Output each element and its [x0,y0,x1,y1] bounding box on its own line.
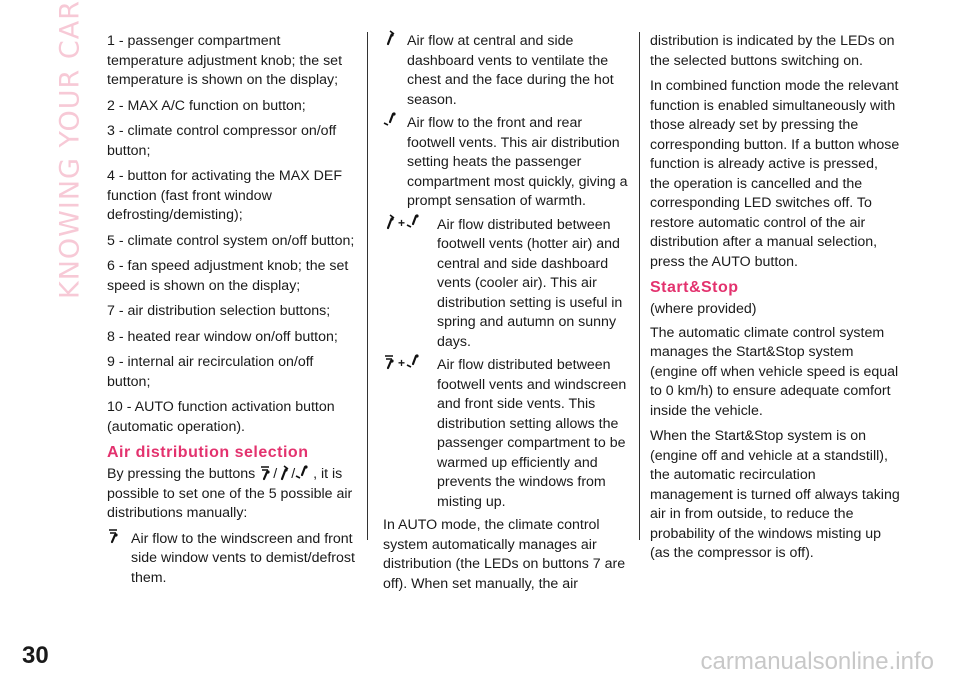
list-item: 4 - button for activating the MAX DEF function (fast front window defrosting/demisting); [107,168,342,223]
list-item: 7 - air distribution selection buttons; [107,303,331,319]
column-1 [107,32,357,592]
list-item: 8 - heated rear window on/off button; [107,328,338,345]
feet-airflow-icon [406,354,420,370]
list-item: 1 - passenger compartment temperature adjustment knob; the set temperature is shown on the display; [107,33,343,88]
list-item: 6 - fan speed adjustment knob; the set speed is shown on the display; [107,258,349,294]
air-distribution-intro [107,465,357,524]
airflow-mode-description: Air flow to the windscreen and front side window vents to demist/defrost them. [131,530,355,586]
windscreen-feet-airflow-icons [383,354,420,374]
section-heading-air-distribution: Air distribution selection [107,444,309,461]
airflow-mode-feet [383,114,633,212]
list-item: 9 - internal air recirculation on/off button; [107,354,314,390]
intro-text-b: , it is possible to set one of the 5 possible air distributions manually: [107,466,353,521]
section-heading-start-stop: Start&Stop [650,279,739,296]
intro-text-a: By pressing the buttons [107,466,256,482]
feet-airflow-icon [406,214,420,230]
column-3 [650,32,900,570]
windscreen-airflow-icon-wrap [107,528,121,548]
airflow-mode-face [383,32,633,110]
feet-airflow-icon [295,465,309,481]
paragraph: The automatic climate control system manages the Start&Stop system (engine off when vehicle speed is equal to 0 km/h) to ensure adequate comfort inside the vehicle. [650,324,899,419]
airflow-mode-description: Air flow to the front and rear footwell vents. This air distribution setting heats the passenger compartment most quickly, giving a prompt sensation of warmth. [407,115,628,209]
airflow-mode-description: Air flow at central and side dashboard vents to ventilate the chest and the face during the hot season. [407,33,614,108]
inline-icons [259,466,313,482]
feet-airflow-icon [383,112,397,128]
watermark: carmanualsonline.info [700,648,934,675]
windscreen-airflow-icon [383,354,397,370]
paragraph: distribution is indicated by the LEDs on the selected buttons switching on. [650,33,895,69]
airflow-mode-description: Air flow distributed between footwell vents and windscreen and front side vents. This distribution setting allows the passenger compartment to be warmed up efficiently and prevents the windows from misting up. [437,357,627,510]
airflow-mode-face-feet [383,216,633,353]
paragraph: When the Start&Stop system is on (engine off and vehicle at a standstill), the automatic recirculation management is turned off always taking air in from outside, to reduce the probability of the windows misting up (as the compressor is off). [650,428,900,561]
plus-sign: + [398,356,406,370]
windscreen-airflow-icon [107,528,121,544]
airflow-mode-description: Air flow distributed between footwell vents (hotter air) and central and side dashboard vents (cooler air). This air distribution setting is useful in spring and autumn on sunny days. [437,216,623,350]
page-number: 30 [22,642,49,669]
face-feet-airflow-icons [383,214,420,234]
column-divider [367,32,368,540]
face-airflow-icon [277,465,291,481]
column-divider [639,32,640,540]
separator: / [291,466,296,482]
auto-mode-paragraph: In AUTO mode, the climate control system automatically manages air distribution (the LEDs on buttons 7 are off). When set manually, the air [383,517,626,592]
column-2 [383,32,633,600]
airflow-mode-windscreen-feet [383,356,633,512]
feet-airflow-icon-wrap [383,112,397,132]
windscreen-airflow-icon [259,465,273,481]
plus-sign: + [398,215,406,230]
separator: / [273,466,278,482]
paragraph: In combined function mode the relevant function is enabled simultaneously with those already set by pressing the corresponding button. If a button whose function is already active is pressed, the operation is cancelled and the corresponding LED switches off. To restore automatic control of the air distribution after a manual selection, press the AUTO button. [650,78,900,270]
list-item: 2 - MAX A/C function on button; [107,97,306,114]
face-airflow-icon-wrap [383,30,397,50]
face-airflow-icon [383,214,397,230]
list-item: 3 - climate control compressor on/off button; [107,123,337,159]
face-airflow-icon [383,30,397,46]
list-item: 10 - AUTO function activation button (automatic operation). [107,399,335,435]
section-side-title: KNOWING YOUR CAR [54,0,86,300]
section-subheading: (where provided) [650,301,757,317]
airflow-mode-windscreen [107,530,357,589]
list-item: 5 - climate control system on/off button; [107,232,355,249]
